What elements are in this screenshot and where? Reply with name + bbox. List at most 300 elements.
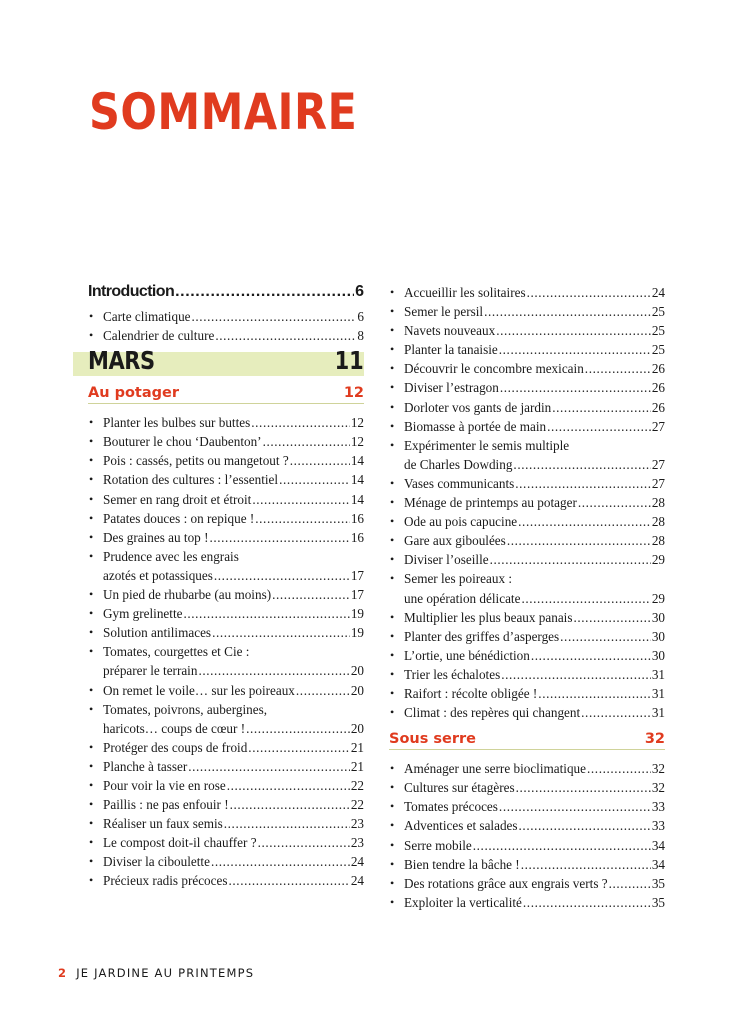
entry-title: Climat : des repères qui changent	[404, 705, 581, 721]
potager-list	[88, 413, 364, 890]
leader-dots	[183, 604, 349, 623]
entry-row	[103, 681, 364, 700]
leader-dots	[255, 509, 350, 528]
entry-row	[404, 589, 665, 608]
entry-row	[103, 795, 364, 814]
leader-dots	[527, 283, 651, 302]
entry-row	[103, 604, 364, 623]
leader-dots	[246, 719, 350, 738]
entry-title: Dorloter vos gants de jardin	[404, 399, 552, 415]
entry-row	[404, 283, 665, 302]
heading-label: Introduction	[88, 283, 175, 300]
page-number: 32	[651, 780, 665, 796]
entry-row	[103, 661, 364, 680]
bullet-icon: •	[390, 304, 395, 319]
entry-title: Aménager une serre bioclimatique	[404, 761, 586, 777]
bullet-icon: •	[390, 780, 395, 795]
entry-row	[404, 665, 665, 684]
bullet-icon: •	[390, 571, 395, 586]
toc-entry[interactable]	[389, 436, 665, 474]
bullet-icon: •	[390, 361, 395, 376]
entry-row	[103, 326, 364, 345]
toc-entry[interactable]	[389, 874, 665, 893]
entry-title: Cultures sur étagères	[404, 780, 515, 796]
entry-row	[103, 623, 364, 642]
bullet-icon: •	[89, 328, 94, 343]
leader-dots	[251, 413, 350, 432]
page-number: 6	[355, 283, 364, 300]
entry-two-line	[103, 700, 364, 738]
toc-entry[interactable]	[389, 340, 665, 359]
entry-row	[103, 528, 364, 547]
entry-title: Calendrier de culture	[103, 328, 215, 344]
toc-entry[interactable]	[88, 528, 364, 547]
toc-entry[interactable]	[88, 738, 364, 757]
entry-title: Trier les échalotes	[404, 666, 501, 682]
bullet-icon: •	[390, 705, 395, 720]
entry-title: Des graines au top !	[103, 529, 209, 545]
entry-row	[404, 417, 665, 436]
month-band	[73, 346, 364, 376]
leader-dots	[531, 646, 651, 665]
toc-entry[interactable]	[389, 646, 665, 665]
page-number: 28	[651, 514, 665, 530]
entry-title: Exploiter la verticalité	[404, 894, 522, 910]
toc-entry[interactable]	[88, 681, 364, 700]
footer-page-number: 2	[58, 966, 68, 980]
entry-row	[103, 871, 364, 890]
toc-column-left	[88, 283, 364, 891]
toc-entry[interactable]	[389, 836, 665, 855]
entry-row	[404, 455, 665, 474]
page-number: 34	[651, 837, 665, 853]
toc-entry[interactable]	[88, 795, 364, 814]
leader-dots	[587, 759, 651, 778]
bullet-icon: •	[390, 666, 395, 681]
toc-entry[interactable]	[389, 378, 665, 397]
page-number: 12	[350, 415, 364, 431]
page-number: 17	[350, 587, 364, 603]
bullet-icon: •	[89, 644, 94, 659]
bullet-icon: •	[390, 856, 395, 871]
entry-title: Navets nouveaux	[404, 323, 496, 339]
entry-title: Un pied de rhubarbe (au moins)	[103, 587, 272, 603]
entry-title: L’ortie, une bénédiction	[404, 647, 530, 663]
entry-row	[404, 531, 665, 550]
page-number: 26	[651, 361, 665, 377]
entry-row	[404, 512, 665, 531]
toc-entry[interactable]	[88, 871, 364, 890]
toc-entry[interactable]	[88, 623, 364, 642]
toc-entry[interactable]	[389, 283, 665, 302]
leader-dots	[523, 893, 651, 912]
toc-entry[interactable]	[389, 398, 665, 417]
section-page-number: 32	[644, 731, 665, 748]
entry-title: Bouturer le chou ‘Daubenton’	[103, 434, 262, 450]
potager-list-continued	[389, 283, 665, 722]
leader-dots	[215, 326, 356, 345]
leader-dots	[252, 490, 350, 509]
page-number: 22	[350, 777, 364, 793]
bullet-icon: •	[89, 777, 94, 792]
entry-row	[103, 833, 364, 852]
page-number: 35	[651, 894, 665, 910]
bullet-icon: •	[89, 854, 94, 869]
toc-entry[interactable]	[88, 757, 364, 776]
entry-row	[404, 398, 665, 417]
entry-row	[103, 509, 364, 528]
bullet-icon: •	[89, 309, 94, 323]
page-number: 31	[651, 666, 665, 682]
leader-dots	[484, 302, 651, 321]
bullet-icon: •	[390, 818, 395, 833]
bullet-icon: •	[89, 701, 94, 716]
footer-book-title: JE JARDINE AU PRINTEMPS	[76, 966, 255, 980]
month-label: MARS	[88, 346, 155, 376]
leader-dots	[296, 681, 350, 700]
toc-entry[interactable]	[88, 642, 364, 680]
entry-title: Le compost doit-il chauffer ?	[103, 835, 257, 851]
entry-title: Patates douces : on repique !	[103, 510, 255, 526]
entry-title: Gare aux giboulées	[404, 533, 506, 549]
entry-title: Carte climatique	[103, 309, 191, 324]
bullet-icon: •	[89, 434, 94, 449]
page-number: 17	[350, 567, 364, 583]
toc-entry[interactable]	[88, 814, 364, 833]
page-number: 20	[350, 720, 364, 736]
bullet-icon: •	[89, 835, 94, 850]
bullet-icon: •	[390, 799, 395, 814]
entry-row	[103, 432, 364, 451]
entry-row	[404, 627, 665, 646]
entry-title: Biomasse à portée de main	[404, 418, 547, 434]
toc-entry[interactable]	[88, 852, 364, 871]
section-label: Sous serre	[389, 731, 477, 748]
bullet-icon: •	[390, 837, 395, 852]
entry-row	[103, 490, 364, 509]
page-number: 19	[350, 606, 364, 622]
toc-entry[interactable]	[389, 627, 665, 646]
leader-dots	[552, 398, 651, 417]
toc-entry[interactable]	[88, 833, 364, 852]
leader-dots	[224, 814, 350, 833]
entry-title: Précieux radis précoces	[103, 873, 228, 889]
entry-title: une opération délicate	[404, 590, 521, 606]
page-number: 25	[651, 342, 665, 358]
toc-entry[interactable]	[389, 512, 665, 531]
leader-dots	[516, 778, 651, 797]
entry-title: de Charles Dowding	[404, 456, 513, 472]
entry-row	[103, 776, 364, 795]
toc-entry[interactable]	[389, 893, 665, 912]
leader-dots	[501, 665, 651, 684]
entry-row	[103, 413, 364, 432]
toc-entry[interactable]	[389, 703, 665, 722]
entry-row	[404, 359, 665, 378]
toc-entry[interactable]	[88, 585, 364, 604]
toc-entry[interactable]	[88, 604, 364, 623]
bullet-icon: •	[89, 510, 94, 525]
leader-dots	[211, 852, 350, 871]
entry-title: Semer le persil	[404, 304, 484, 320]
entry-title: Raifort : récolte obligée !	[404, 685, 538, 701]
toc-entry[interactable]	[389, 321, 665, 340]
page-number: 30	[651, 647, 665, 663]
entry-row	[404, 816, 665, 835]
leader-dots	[521, 589, 650, 608]
entry-title: Accueillir les solitaires	[404, 285, 526, 300]
entry-two-line	[404, 569, 665, 607]
toc-entry[interactable]	[88, 490, 364, 509]
entry-title: Diviser la ciboulette	[103, 854, 210, 870]
entry-title-line1: Tomates, courgettes et Cie :	[103, 644, 250, 660]
toc-entry[interactable]	[389, 816, 665, 835]
entry-row	[404, 493, 665, 512]
leader-dots	[272, 585, 350, 604]
bullet-icon: •	[89, 491, 94, 506]
leader-dots	[547, 417, 651, 436]
entry-row	[103, 585, 364, 604]
page-number: 27	[651, 475, 665, 491]
leader-dots	[473, 836, 651, 855]
bullet-icon: •	[390, 533, 395, 548]
leader-dots	[609, 874, 651, 893]
entry-row	[103, 566, 364, 585]
page-number: 35	[651, 875, 665, 891]
entry-title: Réaliser un faux semis	[103, 816, 223, 832]
entry-title: Semer en rang droit et étroit	[103, 491, 252, 507]
bullet-icon: •	[89, 816, 94, 831]
entry-row	[103, 470, 364, 489]
toc-entry[interactable]	[389, 493, 665, 512]
entry-title: Diviser l’estragon	[404, 380, 499, 396]
leader-dots	[500, 378, 651, 397]
toc-entry[interactable]	[88, 326, 364, 345]
bullet-icon: •	[89, 606, 94, 621]
bullet-icon: •	[390, 380, 395, 395]
bullet-icon: •	[390, 475, 395, 490]
entry-row	[103, 814, 364, 833]
page-number: 23	[350, 835, 364, 851]
page-number: 30	[651, 609, 665, 625]
section-heading-serre[interactable]	[389, 731, 665, 750]
leader-dots	[560, 627, 651, 646]
bullet-icon: •	[89, 739, 94, 754]
leader-dots	[538, 684, 651, 703]
entry-title: Des rotations grâce aux engrais verts ?	[404, 875, 608, 891]
entry-row	[404, 550, 665, 569]
bullet-icon: •	[89, 472, 94, 487]
page-number: 16	[350, 529, 364, 545]
entry-title: Serre mobile	[404, 837, 472, 853]
entry-title: Ode au pois capucine	[404, 514, 518, 530]
entry-title-line1: Expérimenter le semis multiple	[404, 437, 570, 453]
entry-row	[404, 855, 665, 874]
entry-row	[103, 451, 364, 470]
page-number: 14	[350, 472, 364, 488]
entry-title: Paillis : ne pas enfouir !	[103, 797, 229, 813]
leader-dots	[521, 855, 651, 874]
bullet-icon: •	[390, 609, 395, 624]
page-number: 14	[350, 491, 364, 507]
leader-dots	[229, 871, 350, 890]
page-footer	[58, 966, 254, 980]
toc-entry[interactable]	[88, 413, 364, 432]
bullet-icon: •	[89, 529, 94, 544]
entry-title: Rotation des cultures : l’essentiel	[103, 472, 279, 488]
leader-dots	[279, 470, 350, 489]
toc-entry[interactable]	[88, 509, 364, 528]
toc-entry[interactable]	[389, 359, 665, 378]
bullet-icon: •	[89, 587, 94, 602]
leader-dots	[248, 738, 350, 757]
page-number: 31	[651, 705, 665, 721]
bullet-icon: •	[390, 323, 395, 338]
page-number: 20	[350, 682, 364, 698]
toc-entry[interactable]	[389, 778, 665, 797]
leader-dots	[581, 703, 651, 722]
entry-row	[404, 340, 665, 359]
leader-dots	[192, 307, 357, 326]
page-number: 25	[651, 323, 665, 339]
bullet-icon: •	[390, 514, 395, 529]
toc-entry[interactable]	[389, 684, 665, 703]
page-number: 12	[350, 434, 364, 450]
entry-title: Multiplier les plus beaux panais	[404, 609, 573, 625]
toc-entry[interactable]	[88, 307, 364, 326]
toc-entry[interactable]	[389, 550, 665, 569]
section-label: Au potager	[88, 385, 180, 402]
toc-entry[interactable]	[389, 665, 665, 684]
bullet-icon: •	[89, 415, 94, 430]
entry-title: Protéger des coups de froid	[103, 739, 248, 755]
leader-dots	[258, 833, 350, 852]
toc-entry[interactable]	[88, 470, 364, 489]
bullet-icon: •	[390, 875, 395, 890]
page-number: 34	[651, 856, 665, 872]
toc-entry[interactable]	[88, 451, 364, 470]
page-number: 21	[350, 758, 364, 774]
leader-dots	[175, 283, 354, 301]
bullet-icon: •	[390, 495, 395, 510]
toc-column-right	[389, 283, 665, 912]
page-number: 23	[350, 816, 364, 832]
page-number: 20	[350, 663, 364, 679]
leader-dots	[290, 451, 350, 470]
toc-entry[interactable]	[88, 432, 364, 451]
toc-heading-introduction[interactable]	[88, 283, 364, 305]
entry-row	[103, 757, 364, 776]
leader-dots	[499, 797, 651, 816]
entry-title: Planter la tanaisie	[404, 342, 498, 358]
page-number: 31	[651, 685, 665, 701]
entry-title: Adventices et salades	[404, 818, 518, 834]
bullet-icon: •	[89, 625, 94, 640]
entry-title: Planche à tasser	[103, 758, 188, 774]
toc-entry[interactable]	[389, 797, 665, 816]
leader-dots	[214, 566, 350, 585]
page-number: 33	[651, 818, 665, 834]
page-number: 25	[651, 304, 665, 320]
toc-entry[interactable]	[88, 700, 364, 738]
entry-title-line1: Prudence avec les engrais	[103, 548, 239, 564]
leader-dots	[519, 816, 651, 835]
entry-title: haricots… coups de cœur !	[103, 720, 246, 736]
bullet-icon: •	[89, 797, 94, 812]
entry-title-line1: Semer les poireaux :	[404, 571, 513, 587]
entry-row	[404, 608, 665, 627]
toc-entry[interactable]	[389, 302, 665, 321]
section-heading-potager[interactable]	[88, 385, 364, 404]
leader-dots	[499, 340, 651, 359]
entry-row	[103, 738, 364, 757]
section-page-number: 12	[343, 385, 364, 402]
leader-dots	[496, 321, 651, 340]
entry-row	[103, 719, 364, 738]
entry-title: Bien tendre la bâche !	[404, 856, 520, 872]
bullet-icon: •	[390, 399, 395, 414]
page-number: 8	[357, 328, 364, 344]
page-number: 29	[651, 552, 665, 568]
page-number: 28	[651, 495, 665, 511]
toc-entry[interactable]	[389, 569, 665, 607]
leader-dots	[227, 776, 350, 795]
entry-title: Tomates précoces	[404, 799, 498, 815]
entry-row	[404, 378, 665, 397]
page-number: 30	[651, 628, 665, 644]
entry-title: On remet le voile… sur les poireaux	[103, 682, 295, 698]
bullet-icon: •	[390, 342, 395, 357]
page-number: 32	[651, 761, 665, 777]
bullet-icon: •	[89, 873, 94, 888]
entry-title: Vases communicants	[404, 475, 515, 491]
toc-entry[interactable]	[389, 608, 665, 627]
toc-entry[interactable]	[389, 855, 665, 874]
leader-dots	[188, 757, 350, 776]
page-number: 22	[350, 797, 364, 813]
entry-row	[404, 474, 665, 493]
page-number: 27	[651, 456, 665, 472]
entry-two-line	[103, 547, 364, 585]
entry-two-line	[404, 436, 665, 474]
toc-entry[interactable]	[389, 474, 665, 493]
page-number: 26	[651, 399, 665, 415]
entry-title: Solution antilimaces	[103, 625, 212, 641]
entry-title: Planter des griffes d’asperges	[404, 628, 560, 644]
entry-title: Découvrir le concombre mexicain	[404, 361, 584, 377]
entry-title-line1: Tomates, poivrons, aubergines,	[103, 701, 268, 717]
bullet-icon: •	[390, 628, 395, 643]
page-title: SOMMAIRE	[89, 83, 358, 141]
toc-entry[interactable]	[88, 776, 364, 795]
entry-title: préparer le terrain	[103, 663, 198, 679]
toc-entry[interactable]	[88, 547, 364, 585]
leader-dots	[198, 661, 349, 680]
page-number: 33	[651, 799, 665, 815]
leader-dots	[212, 623, 350, 642]
page-number: 21	[350, 739, 364, 755]
page-number: 6	[357, 309, 364, 324]
page-number: 16	[350, 510, 364, 526]
bullet-icon: •	[89, 682, 94, 697]
entry-row	[404, 684, 665, 703]
toc-entry[interactable]	[389, 531, 665, 550]
toc-entry[interactable]	[389, 759, 665, 778]
toc-entry[interactable]	[389, 417, 665, 436]
leader-dots	[513, 455, 650, 474]
month-page-number: 11	[334, 346, 364, 376]
leader-dots	[518, 512, 651, 531]
